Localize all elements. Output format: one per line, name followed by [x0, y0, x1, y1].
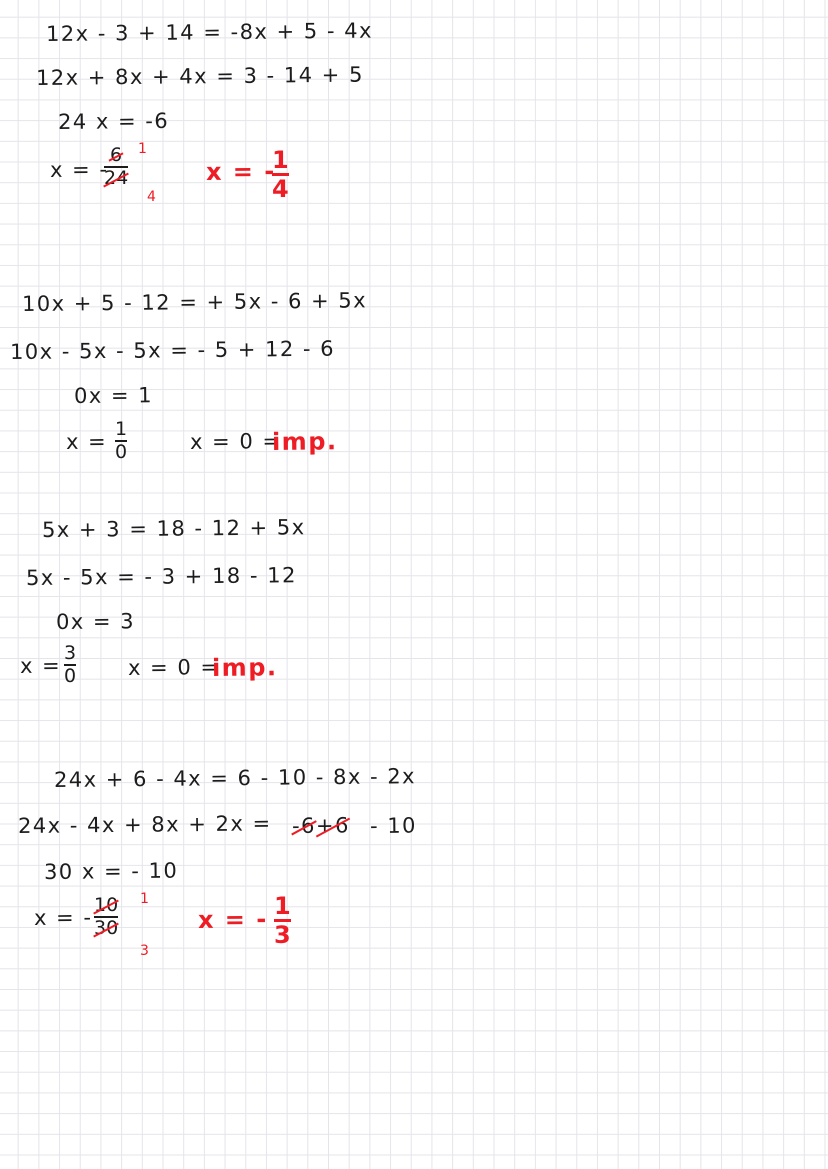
equation-line: 0x = 3: [55, 609, 136, 634]
fraction: [115, 420, 127, 462]
equation-line: 24 x = -6: [57, 108, 170, 134]
cancelled-term: +6: [315, 813, 351, 838]
equation-line: 10x + 5 - 12 = + 5x - 6 + 5x: [21, 288, 368, 316]
equation-line: x =: [19, 653, 62, 678]
work-fraction: [94, 896, 118, 938]
fraction-numerator: 3: [64, 642, 77, 664]
work-fraction: [104, 146, 128, 188]
equation-line: x = -: [33, 905, 93, 930]
answer-prefix: x = -: [205, 157, 276, 186]
fraction-denominator: 0: [115, 441, 128, 463]
equation-line: 24x - 4x + 8x + 2x =: [17, 811, 272, 838]
fraction-denominator: 0: [64, 665, 77, 687]
reduced-denominator: 4: [147, 189, 156, 205]
equation-line: 0x = 1: [73, 383, 154, 408]
reduced-numerator: 1: [138, 141, 147, 157]
cancelled-terms: [292, 815, 350, 837]
fraction-denominator: 24: [104, 167, 129, 189]
answer-fraction: [274, 894, 291, 947]
reduced-numerator: 1: [140, 891, 149, 907]
fraction: [64, 644, 76, 686]
fraction-numerator: 10: [94, 894, 119, 916]
equation-line: 24x + 6 - 4x = 6 - 10 - 8x - 2x: [53, 764, 417, 792]
equation-line: 5x + 3 = 18 - 12 + 5x: [41, 515, 306, 542]
fraction-denominator: 30: [94, 917, 119, 939]
impossible-label: imp.: [271, 427, 338, 456]
cancelled-term: -6: [291, 813, 317, 838]
impossible-label: imp.: [211, 653, 278, 682]
equation-line: - 10: [369, 813, 418, 838]
answer-numerator: 1: [274, 892, 291, 920]
fraction-numerator: 6: [110, 144, 123, 166]
equation-line: 10x - 5x - 5x = - 5 + 12 - 6: [9, 336, 336, 364]
answer-denominator: 3: [274, 921, 291, 949]
result-text: x = 0 =: [127, 655, 220, 680]
equation-line: 12x - 3 + 14 = -8x + 5 - 4x: [45, 18, 374, 46]
equation-line: 12x + 8x + 4x = 3 - 14 + 5: [35, 62, 364, 90]
equation-line: x =: [65, 429, 108, 454]
fraction-numerator: 1: [115, 418, 128, 440]
answer-fraction: [272, 148, 289, 201]
equation-line: 30 x = - 10: [43, 858, 179, 884]
result-text: x = 0 =: [189, 429, 282, 454]
equation-line: 5x - 5x = - 3 + 18 - 12: [25, 563, 297, 590]
reduced-denominator: 3: [140, 943, 149, 959]
equation-line: x = -: [49, 157, 109, 182]
answer-numerator: 1: [272, 146, 289, 174]
answer-denominator: 4: [272, 175, 289, 203]
answer-prefix: x = -: [197, 905, 268, 934]
